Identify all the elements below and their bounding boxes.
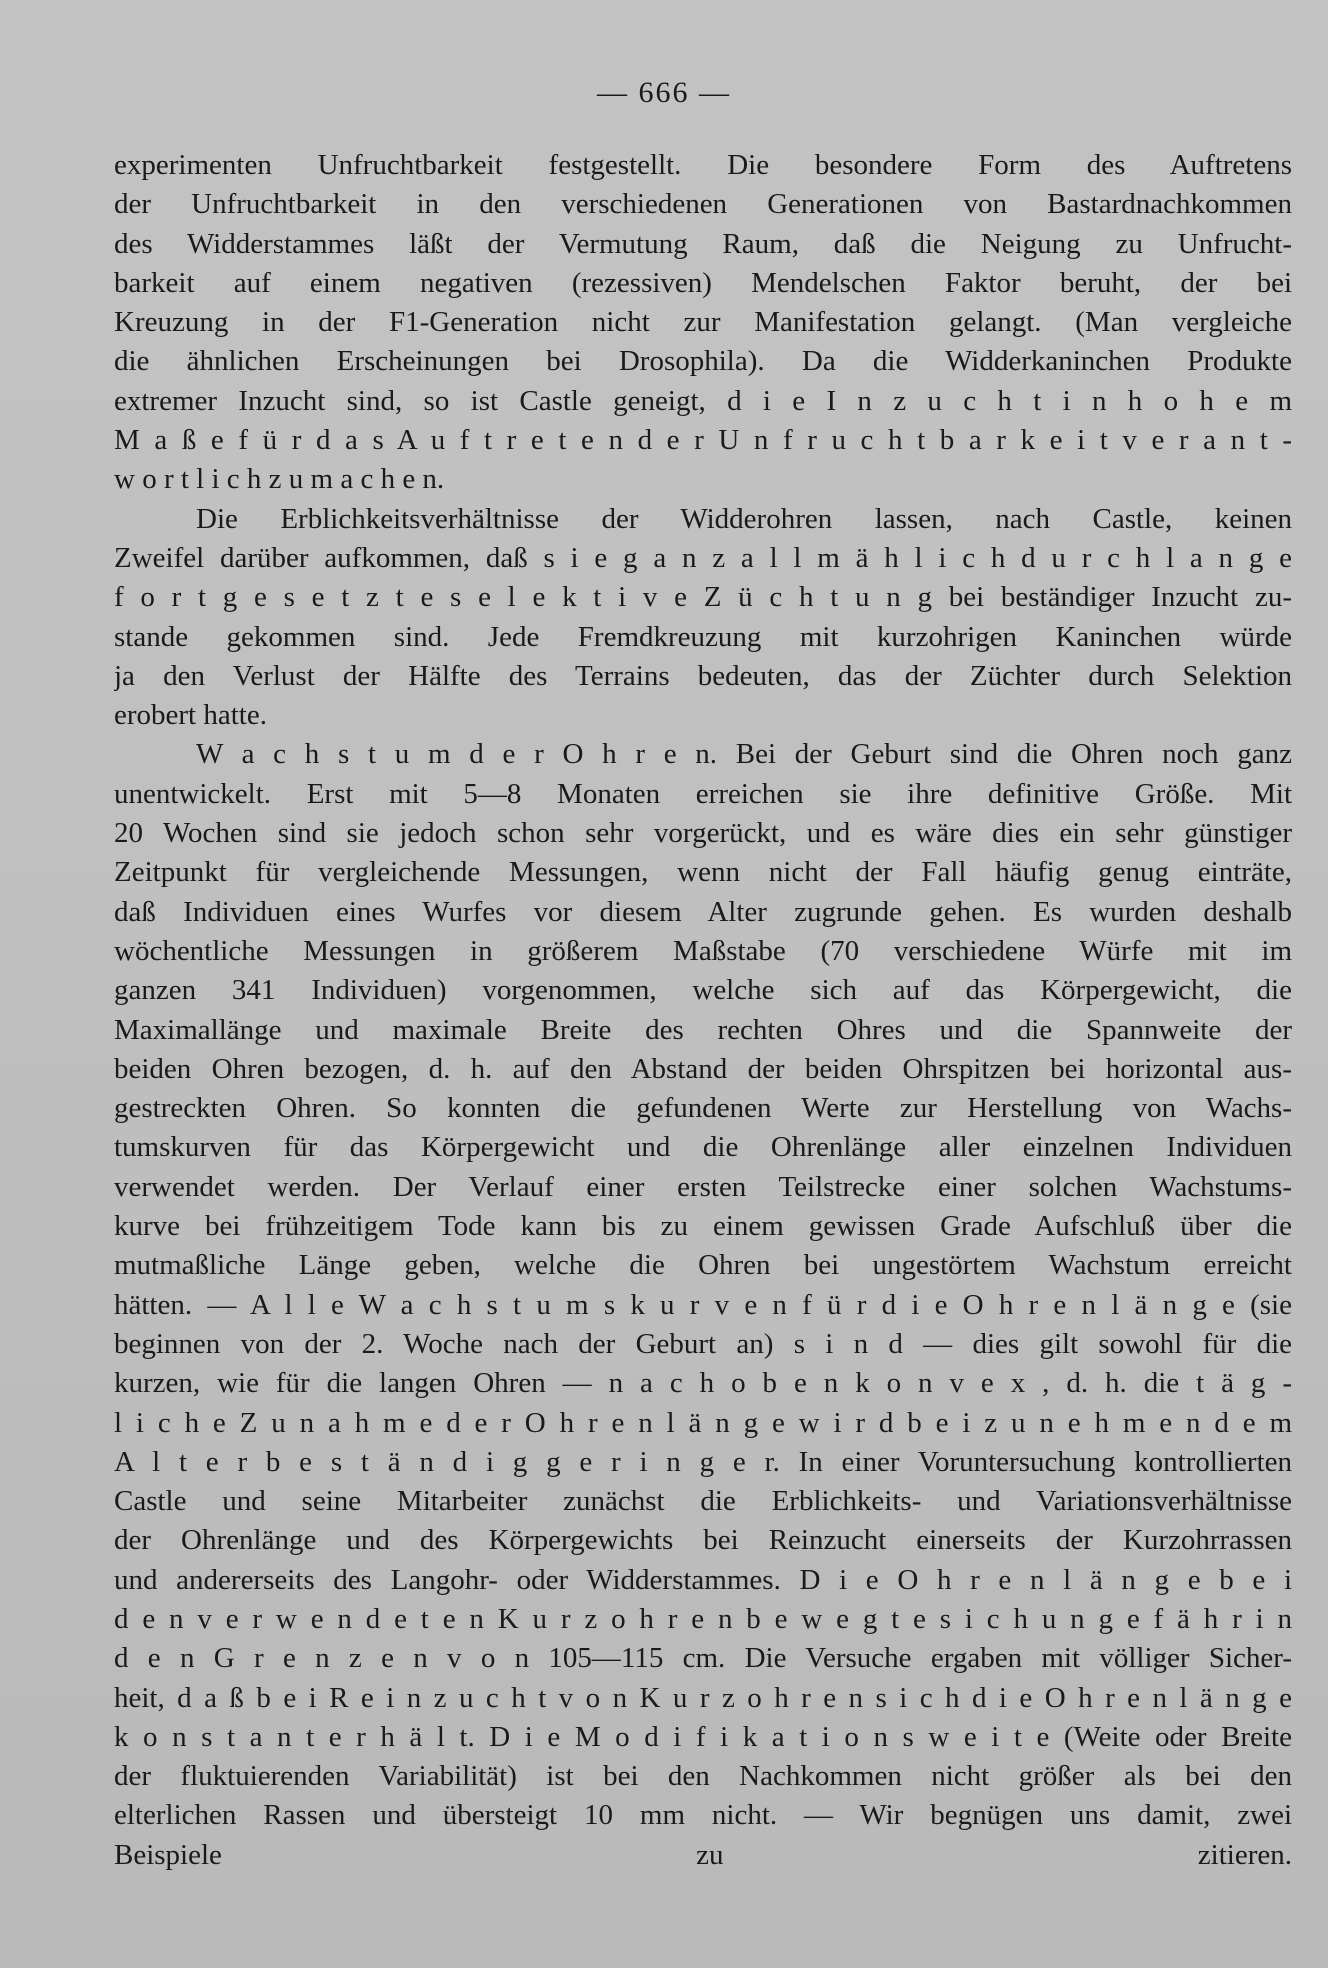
text-line: unentwickelt. Erst mit 5—8 Monaten erreichen sie ihre definitive Größe. Mit	[114, 777, 1292, 810]
text-line: hätten. — A l l e W a c h s t u m s k u r v e n f ü r d i e O h r e n l ä n g e (sie	[114, 1288, 1292, 1321]
text-line: beiden Ohren bezogen, d. h. auf den Abstand der beiden Ohrspitzen bei horizontal aus-	[114, 1052, 1292, 1085]
text-line: beginnen von der 2. Woche nach der Geburt an) s i n d — dies gilt sowohl für die	[114, 1327, 1292, 1360]
text-line: der fluktuierenden Variabilität) ist bei den Nachkommen nicht größer als bei den	[114, 1760, 1292, 1793]
text-line: erobert hatte.	[114, 699, 267, 732]
text-line: und andererseits des Langohr- oder Widderstammes. D i e O h r e n l ä n g e b e i	[114, 1563, 1292, 1596]
text-line	[114, 1875, 1292, 1914]
text-line: ganzen 341 Individuen) vorgenommen, welche sich auf das Körpergewicht, die	[114, 974, 1292, 1007]
text-line: Kreuzung in der F1-Generation nicht zur Manifestation gelangt. (Man vergleiche	[114, 306, 1292, 339]
text-line: verwendet werden. Der Verlauf einer ersten Teilstrecke einer solchen Wachstums-	[114, 1170, 1292, 1203]
text-line: kurve bei frühzeitigem Tode kann bis zu einem gewissen Grade Aufschluß über die	[114, 1210, 1292, 1243]
text-line: Zeitpunkt für vergleichende Messungen, wenn nicht der Fall häufig genug einträte,	[114, 856, 1292, 889]
text-line: f o r t g e s e t z t e s e l e k t i v e Z ü c h t u n g bei beständiger Inzucht zu-	[114, 581, 1292, 614]
text-line: des Widderstammes läßt der Vermutung Raum, daß die Neigung zu Unfrucht-	[114, 227, 1292, 260]
text-line: elterlichen Rassen und übersteigt 10 mm nicht. — Wir begnügen uns damit, zwei	[114, 1799, 1292, 1832]
text-line: mutmaßliche Länge geben, welche die Ohren bei ungestörtem Wachstum erreicht	[114, 1249, 1292, 1282]
text-line: Zweifel darüber aufkommen, daß s i e g a n z a l l m ä h l i c h d u r c h l a n g e	[114, 541, 1292, 574]
text-line: 20 Wochen sind sie jedoch schon sehr vorgerückt, und es wäre dies ein sehr günstiger	[114, 817, 1292, 850]
text-line: heit, d a ß b e i R e i n z u c h t v o n K u r z o h r e n s i c h d i e O h r e n l ä n g e	[114, 1681, 1292, 1714]
text-line: l i c h e Z u n a h m e d e r O h r e n l ä n g e w i r d b e i z u n e h m e n d e m	[114, 1406, 1292, 1439]
text-line: experimenten Unfruchtbarkeit festgestellt. Die besondere Form des Auftretens	[114, 149, 1292, 181]
text-line: d e n G r e n z e n v o n 105—115 cm. Die Versuche ergaben mit völliger Sicher-	[114, 1642, 1292, 1675]
text-line: A l t e r b e s t ä n d i g g e r i n g e r. In einer Voruntersuchung kontrollierten	[114, 1445, 1292, 1478]
text-line: barkeit auf einem negativen (rezessiven) Mendelschen Faktor beruht, der bei	[114, 266, 1292, 299]
text-line: Castle und seine Mitarbeiter zunächst die Erblichkeits- und Variationsverhältnisse	[114, 1485, 1292, 1518]
text-line: Maximallänge und maximale Breite des rechten Ohres und die Spannweite der	[114, 1013, 1292, 1046]
text-line: der Ohrenlänge und des Körpergewichts bei Reinzucht einerseits der Kurzohrrassen	[114, 1524, 1292, 1557]
text-line: stande gekommen sind. Jede Fremdkreuzung mit kurzohrigen Kaninchen würde	[114, 620, 1292, 653]
page-number: — 666 —	[597, 76, 731, 109]
text-line: M a ß e f ü r d a s A u f t r e t e n d e r U n f r u c h t b a r k e i t v e r a n t -	[114, 424, 1292, 457]
text-line: Die Erblichkeitsverhältnisse der Widderohren lassen, nach Castle, keinen	[196, 502, 1292, 535]
text-line: k o n s t a n t e r h ä l t. D i e M o d i f i k a t i o n s w e i t e (Weite oder Breite	[114, 1720, 1292, 1753]
text-line: kurzen, wie für die langen Ohren — n a c h o b e n k o n v e x , d. h. die t ä g -	[114, 1367, 1292, 1400]
body-text	[114, 146, 1292, 1914]
text-line: d e n v e r w e n d e t e n K u r z o h r e n b e w e g t e s i c h u n g e f ä h r i n	[114, 1602, 1292, 1635]
text-line: die ähnlichen Erscheinungen bei Drosophila). Da die Widderkaninchen Produkte	[114, 345, 1292, 378]
text-line: tumskurven für das Körpergewicht und die Ohrenlänge aller einzelnen Individuen	[114, 1131, 1292, 1164]
text-line: ja den Verlust der Hälfte des Terrains bedeuten, das der Züchter durch Selektion	[114, 659, 1292, 692]
text-line: Beispiele zu zitieren.	[114, 1838, 1292, 1871]
text-line: daß Individuen eines Wurfes vor diesem Alter zugrunde gehen. Es wurden deshalb	[114, 895, 1292, 928]
text-line: w o r t l i c h z u m a c h e n.	[114, 463, 445, 496]
text-line: gestreckten Ohren. So konnten die gefundenen Werte zur Herstellung von Wachs-	[114, 1092, 1292, 1125]
text-line: der Unfruchtbarkeit in den verschiedenen Generationen von Bastardnachkommen	[114, 188, 1292, 221]
text-line: wöchentliche Messungen in größerem Maßstabe (70 verschiedene Würfe mit im	[114, 934, 1292, 967]
text-line: extremer Inzucht sind, so ist Castle geneigt, d i e I n z u c h t i n h o h e m	[114, 384, 1292, 417]
text-line: W a c h s t u m d e r O h r e n. Bei der Geburt sind die Ohren noch ganz	[196, 738, 1292, 771]
